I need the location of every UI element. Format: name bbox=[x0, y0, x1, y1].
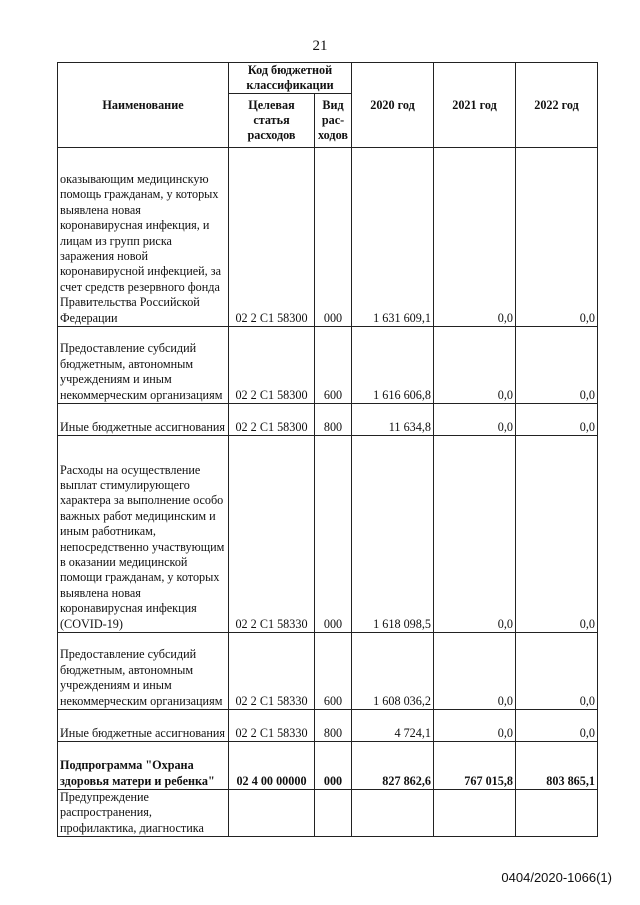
row-2020: 11 634,8 bbox=[352, 404, 434, 436]
row-name: Предупреждение распространения, профилактика, диагностика bbox=[58, 790, 229, 837]
row-2020: 1 631 609,1 bbox=[352, 148, 434, 327]
row-type: 800 bbox=[315, 404, 352, 436]
header-2020: 2020 год bbox=[352, 63, 434, 148]
header-budget-code: Код бюджетной классификации bbox=[229, 63, 352, 94]
document-code: 0404/2020-1066(1) bbox=[501, 870, 612, 885]
table-row bbox=[58, 710, 598, 742]
row-2021: 0,0 bbox=[434, 327, 516, 404]
row-2022: 0,0 bbox=[516, 327, 598, 404]
row-name: Подпрограмма "Охрана здоровья матери и ребенка" bbox=[58, 742, 229, 790]
row-2022 bbox=[516, 790, 598, 837]
row-2022: 0,0 bbox=[516, 633, 598, 710]
row-type: 000 bbox=[315, 436, 352, 633]
row-name: Иные бюджетные ассигнования bbox=[58, 404, 229, 436]
header-2021: 2021 год bbox=[434, 63, 516, 148]
row-2020: 1 608 036,2 bbox=[352, 633, 434, 710]
row-2022: 0,0 bbox=[516, 436, 598, 633]
row-name: Расходы на осуществление выплат стимулирующего характера за выполнение особо важных работ медицинским и иным работникам, непосредственно участвующим в оказании медицинской помощи гражданам, у которых выявлена новая коронавирусная инфекция (COVID-19) bbox=[58, 436, 229, 633]
row-2021: 0,0 bbox=[434, 148, 516, 327]
table-row bbox=[58, 327, 598, 404]
row-2021: 0,0 bbox=[434, 436, 516, 633]
row-2022: 0,0 bbox=[516, 710, 598, 742]
row-2022: 0,0 bbox=[516, 404, 598, 436]
row-2021: 0,0 bbox=[434, 633, 516, 710]
row-2020 bbox=[352, 790, 434, 837]
row-2020: 1 616 606,8 bbox=[352, 327, 434, 404]
row-target: 02 2 С1 58300 bbox=[229, 148, 315, 327]
row-target: 02 2 С1 58300 bbox=[229, 404, 315, 436]
row-type: 600 bbox=[315, 327, 352, 404]
row-type bbox=[315, 790, 352, 837]
table-row bbox=[58, 148, 598, 327]
header-target: Целевая статья расходов bbox=[229, 94, 315, 148]
row-2020: 1 618 098,5 bbox=[352, 436, 434, 633]
row-type: 000 bbox=[315, 148, 352, 327]
row-type: 800 bbox=[315, 710, 352, 742]
row-2020: 4 724,1 bbox=[352, 710, 434, 742]
row-2021: 767 015,8 bbox=[434, 742, 516, 790]
row-2021: 0,0 bbox=[434, 404, 516, 436]
row-2022: 0,0 bbox=[516, 148, 598, 327]
row-target: 02 2 С1 58330 bbox=[229, 633, 315, 710]
table-row bbox=[58, 436, 598, 633]
row-2022: 803 865,1 bbox=[516, 742, 598, 790]
table-row bbox=[58, 404, 598, 436]
row-target: 02 4 00 00000 bbox=[229, 742, 315, 790]
row-target bbox=[229, 790, 315, 837]
row-2021: 0,0 bbox=[434, 710, 516, 742]
row-type: 600 bbox=[315, 633, 352, 710]
header-type: Вид рас-ходов bbox=[315, 94, 352, 148]
row-target: 02 2 С1 58330 bbox=[229, 436, 315, 633]
page-number: 21 bbox=[312, 38, 328, 54]
row-name: Иные бюджетные ассигнования bbox=[58, 710, 229, 742]
row-target: 02 2 С1 58300 bbox=[229, 327, 315, 404]
row-name: Предоставление субсидий бюджетным, автономным учреждениям и иным некоммерческим организациям bbox=[58, 633, 229, 710]
row-2020: 827 862,6 bbox=[352, 742, 434, 790]
row-2021 bbox=[434, 790, 516, 837]
header-name: Наименование bbox=[58, 63, 229, 148]
row-name: Предоставление субсидий бюджетным, автономным учреждениям и иным некоммерческим организациям bbox=[58, 327, 229, 404]
row-name: оказывающим медицинскую помощь гражданам, у которых выявлена новая коронавирусная инфекция, и лицам из групп риска заражения новой коронавирусной инфекцией, за счет средств резервного фонда Правительства Российской Федерации bbox=[58, 148, 229, 327]
budget-table bbox=[57, 62, 598, 837]
table-row bbox=[58, 633, 598, 710]
table-row bbox=[58, 742, 598, 790]
row-target: 02 2 С1 58330 bbox=[229, 710, 315, 742]
row-type: 000 bbox=[315, 742, 352, 790]
header-2022: 2022 год bbox=[516, 63, 598, 148]
table-row bbox=[58, 790, 598, 837]
